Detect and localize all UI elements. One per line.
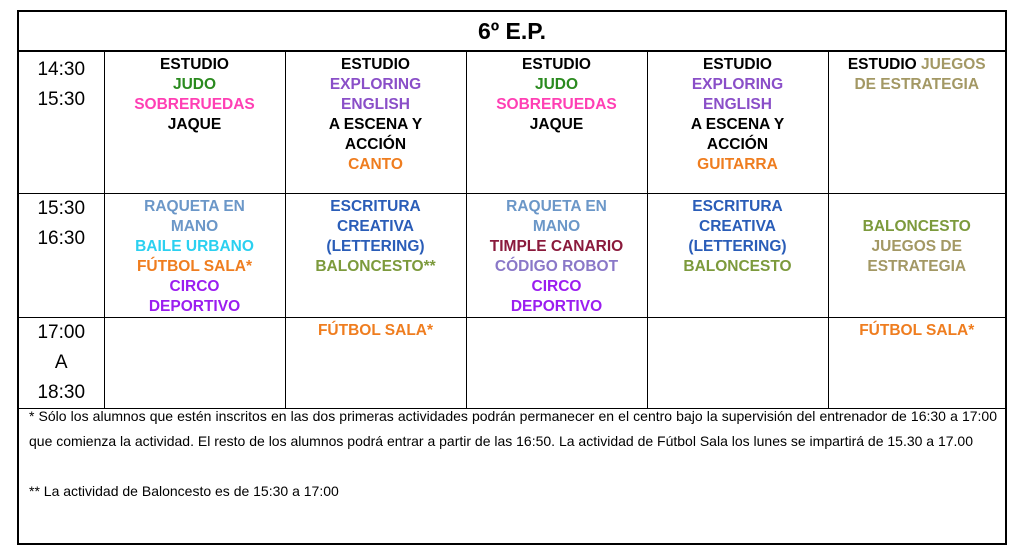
activity-label: EXPLORING xyxy=(691,76,784,93)
activity-label: DEPORTIVO xyxy=(510,297,603,315)
activity-label: ESCRITURA xyxy=(692,197,783,215)
time-label: 15:30 xyxy=(37,89,86,110)
activity-label: JAQUE xyxy=(167,116,222,133)
schedule-cell xyxy=(466,317,647,408)
time-label: 14:30 xyxy=(37,59,86,80)
activity-label: SOBRERUEDAS xyxy=(496,96,617,113)
activity-label: FÚTBOL SALA* xyxy=(859,321,975,339)
activity-label: ESTUDIO xyxy=(160,56,229,73)
activity-label: CÓDIGO ROBOT xyxy=(494,257,619,275)
activity-label: ESTUDIO xyxy=(341,56,410,73)
activity-label: RAQUETA EN xyxy=(506,197,607,215)
activity-label: TIMPLE CANARIO xyxy=(489,237,624,255)
activity-label: (LETTERING) xyxy=(688,237,787,255)
time-label: 16:30 xyxy=(37,227,86,249)
activity-label: CREATIVA xyxy=(337,217,414,235)
activity-label: ESTUDIO xyxy=(847,56,917,73)
schedule-cell xyxy=(647,317,828,408)
activity-label: CANTO xyxy=(348,156,403,173)
activity-label: FÚTBOL SALA* xyxy=(136,257,253,275)
schedule-cell xyxy=(285,317,466,408)
time-label: 18:30 xyxy=(37,381,86,403)
activity-label: CREATIVA xyxy=(699,217,776,235)
schedule-cell xyxy=(828,193,1005,317)
schedule-cell xyxy=(104,193,285,317)
activity-label: ENGLISH xyxy=(703,96,772,113)
schedule-table xyxy=(19,52,1005,409)
schedule-cell xyxy=(285,193,466,317)
activity-label: ESTUDIO xyxy=(522,56,591,73)
activity-label: GUITARRA xyxy=(697,156,778,173)
activity-label: ESCRITURA xyxy=(330,197,421,215)
time-label: 15:30 xyxy=(37,197,86,219)
activity-label: (LETTERING) xyxy=(326,237,425,255)
activity-label: JUDO xyxy=(534,76,579,93)
activity-label: BAILE URBANO xyxy=(135,237,254,255)
time-slot xyxy=(19,193,104,317)
page-title: 6º E.P. xyxy=(19,12,1005,52)
activity-label: A ESCENA Y xyxy=(690,116,785,133)
activity-label: SOBRERUEDAS xyxy=(134,96,255,113)
activity-label: A ESCENA Y xyxy=(328,116,423,133)
time-slot xyxy=(19,52,104,193)
activity-label: DE ESTRATEGIA xyxy=(854,76,980,93)
note-1: * Sólo los alumnos que estén inscritos en las dos primeras actividades podrán permanecer en el centro bajo la supervisión del entrenador de 16:30 a 17:00 que comienza la actividad. El resto de los alumnos podrá entrar a partir de las 16:50. La actividad de Fútbol Sala los lunes se impartirá de 15.30 a 17.00 xyxy=(29,408,997,449)
activity-label: FÚTBOL SALA* xyxy=(317,321,434,339)
schedule-cell xyxy=(104,52,285,193)
activity-label: CIRCO xyxy=(169,277,220,295)
activity-label: ACCIÓN xyxy=(344,136,407,153)
activity-label: BALONCESTO xyxy=(862,217,971,235)
schedule-cell xyxy=(828,317,1005,408)
activity-label: EXPLORING xyxy=(329,76,422,93)
schedule-cell xyxy=(466,52,647,193)
activity-label: RAQUETA EN xyxy=(144,197,245,215)
activity-label: JAQUE xyxy=(529,116,584,133)
time-slot xyxy=(19,317,104,408)
schedule-cell xyxy=(647,52,828,193)
activity-label: JUDO xyxy=(172,76,217,93)
activity-label: BALONCESTO xyxy=(683,257,792,275)
schedule-cell xyxy=(828,52,1005,193)
activity-label: MANO xyxy=(170,217,219,235)
activity-label: ACCIÓN xyxy=(706,136,769,153)
schedule-cell xyxy=(647,193,828,317)
schedule-cell xyxy=(104,317,285,408)
notes-section xyxy=(29,404,997,504)
schedule-row xyxy=(19,52,1005,193)
activity-label: MANO xyxy=(532,217,581,235)
schedule-row xyxy=(19,317,1005,408)
activity-label: BALONCESTO** xyxy=(315,257,436,275)
time-label: A xyxy=(54,351,68,373)
activity-label: JUEGOS xyxy=(916,56,986,73)
activity-label: DEPORTIVO xyxy=(148,297,241,315)
schedule-sheet xyxy=(17,10,1007,545)
activity-label: ENGLISH xyxy=(341,96,410,113)
activity-label: ESTRATEGIA xyxy=(867,257,967,275)
time-label: 17:00 xyxy=(37,321,86,343)
schedule-row xyxy=(19,193,1005,317)
note-2: ** La actividad de Baloncesto es de 15:30 a 17:00 xyxy=(29,483,339,499)
activity-label: JUEGOS DE xyxy=(871,237,962,255)
activity-label: CIRCO xyxy=(531,277,582,295)
schedule-cell xyxy=(466,193,647,317)
activity-label: ESTUDIO xyxy=(703,56,772,73)
schedule-cell xyxy=(285,52,466,193)
